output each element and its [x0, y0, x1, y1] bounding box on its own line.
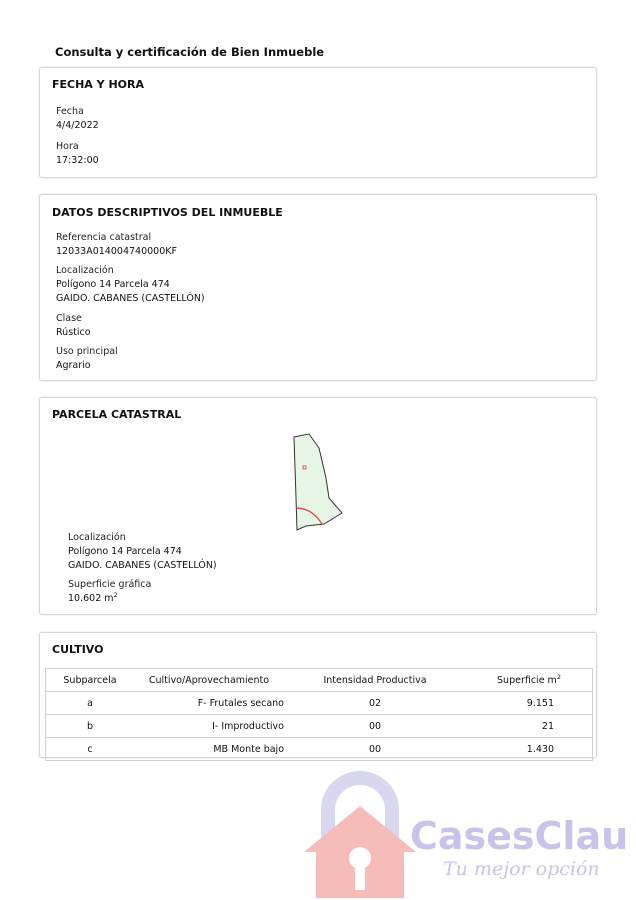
clase-value: Rústico [56, 327, 91, 338]
cell-superficie: 9.151 [466, 692, 593, 715]
cell-intensidad: 00 [284, 738, 466, 761]
datos-heading: DATOS DESCRIPTIVOS DEL INMUEBLE [52, 206, 283, 219]
col-superficie: Superficie $m^2$ [466, 669, 593, 692]
referencia-value: 12033A014004740000KF [56, 246, 177, 257]
watermark-tagline: Tu mejor opción [443, 858, 600, 880]
localizacion-line2: GAIDO. CABANES (CASTELLÓN) [56, 293, 205, 304]
cell-cultivo: I- Improductivo [134, 715, 284, 738]
fecha-hora-card [39, 67, 597, 178]
watermark-brand: CasesClau [410, 814, 629, 858]
fecha-hora-heading: FECHA Y HORA [52, 78, 144, 91]
col-cultivo: Cultivo/Aprovechamiento [134, 669, 284, 692]
cell-cultivo: F- Frutales secano [134, 692, 284, 715]
cell-intensidad: 02 [284, 692, 466, 715]
cell-subparcela: b [46, 715, 135, 738]
datos-card [39, 194, 597, 381]
casesclau-logo-icon [300, 770, 420, 900]
cultivo-heading: CULTIVO [52, 643, 104, 656]
hora-label: Hora [56, 141, 79, 152]
superficie-value: 10.602 $m^2$ [68, 591, 118, 604]
localizacion-label: Localización [56, 265, 114, 276]
parcela-loc-line1: Polígono 14 Parcela 474 [68, 546, 182, 557]
cell-subparcela: a [46, 692, 135, 715]
hora-value: 17:32:00 [56, 155, 99, 166]
cultivo-card [39, 632, 597, 758]
superficie-exp: 2 [113, 591, 118, 599]
col-subparcela: Subparcela [46, 669, 135, 692]
table-row [46, 738, 593, 761]
parcela-heading: PARCELA CATASTRAL [52, 408, 182, 421]
cultivo-header-row [46, 669, 593, 692]
parcela-card [39, 397, 597, 615]
cell-cultivo: MB Monte bajo [134, 738, 284, 761]
table-row [46, 715, 593, 738]
clase-label: Clase [56, 313, 82, 324]
parcela-loc-label: Localización [68, 532, 126, 543]
cell-subparcela: c [46, 738, 135, 761]
parcel-outline [294, 434, 342, 530]
col-intensidad: Intensidad Productiva [284, 669, 466, 692]
cell-superficie: 1.430 [466, 738, 593, 761]
table-row [46, 692, 593, 715]
cell-superficie: 21 [466, 715, 593, 738]
superficie-label: Superficie gráfica [68, 579, 152, 590]
fecha-label: Fecha [56, 106, 84, 117]
parcela-loc-line2: GAIDO. CABANES (CASTELLÓN) [68, 560, 217, 571]
fecha-value: 4/4/2022 [56, 120, 99, 131]
uso-value: Agrario [56, 360, 91, 371]
referencia-label: Referencia catastral [56, 232, 152, 243]
localizacion-line1: Polígono 14 Parcela 474 [56, 279, 170, 290]
cell-intensidad: 00 [284, 715, 466, 738]
page-title: Consulta y certificación de Bien Inmueble [55, 45, 325, 59]
cultivo-table [45, 668, 593, 761]
uso-label: Uso principal [56, 346, 118, 357]
